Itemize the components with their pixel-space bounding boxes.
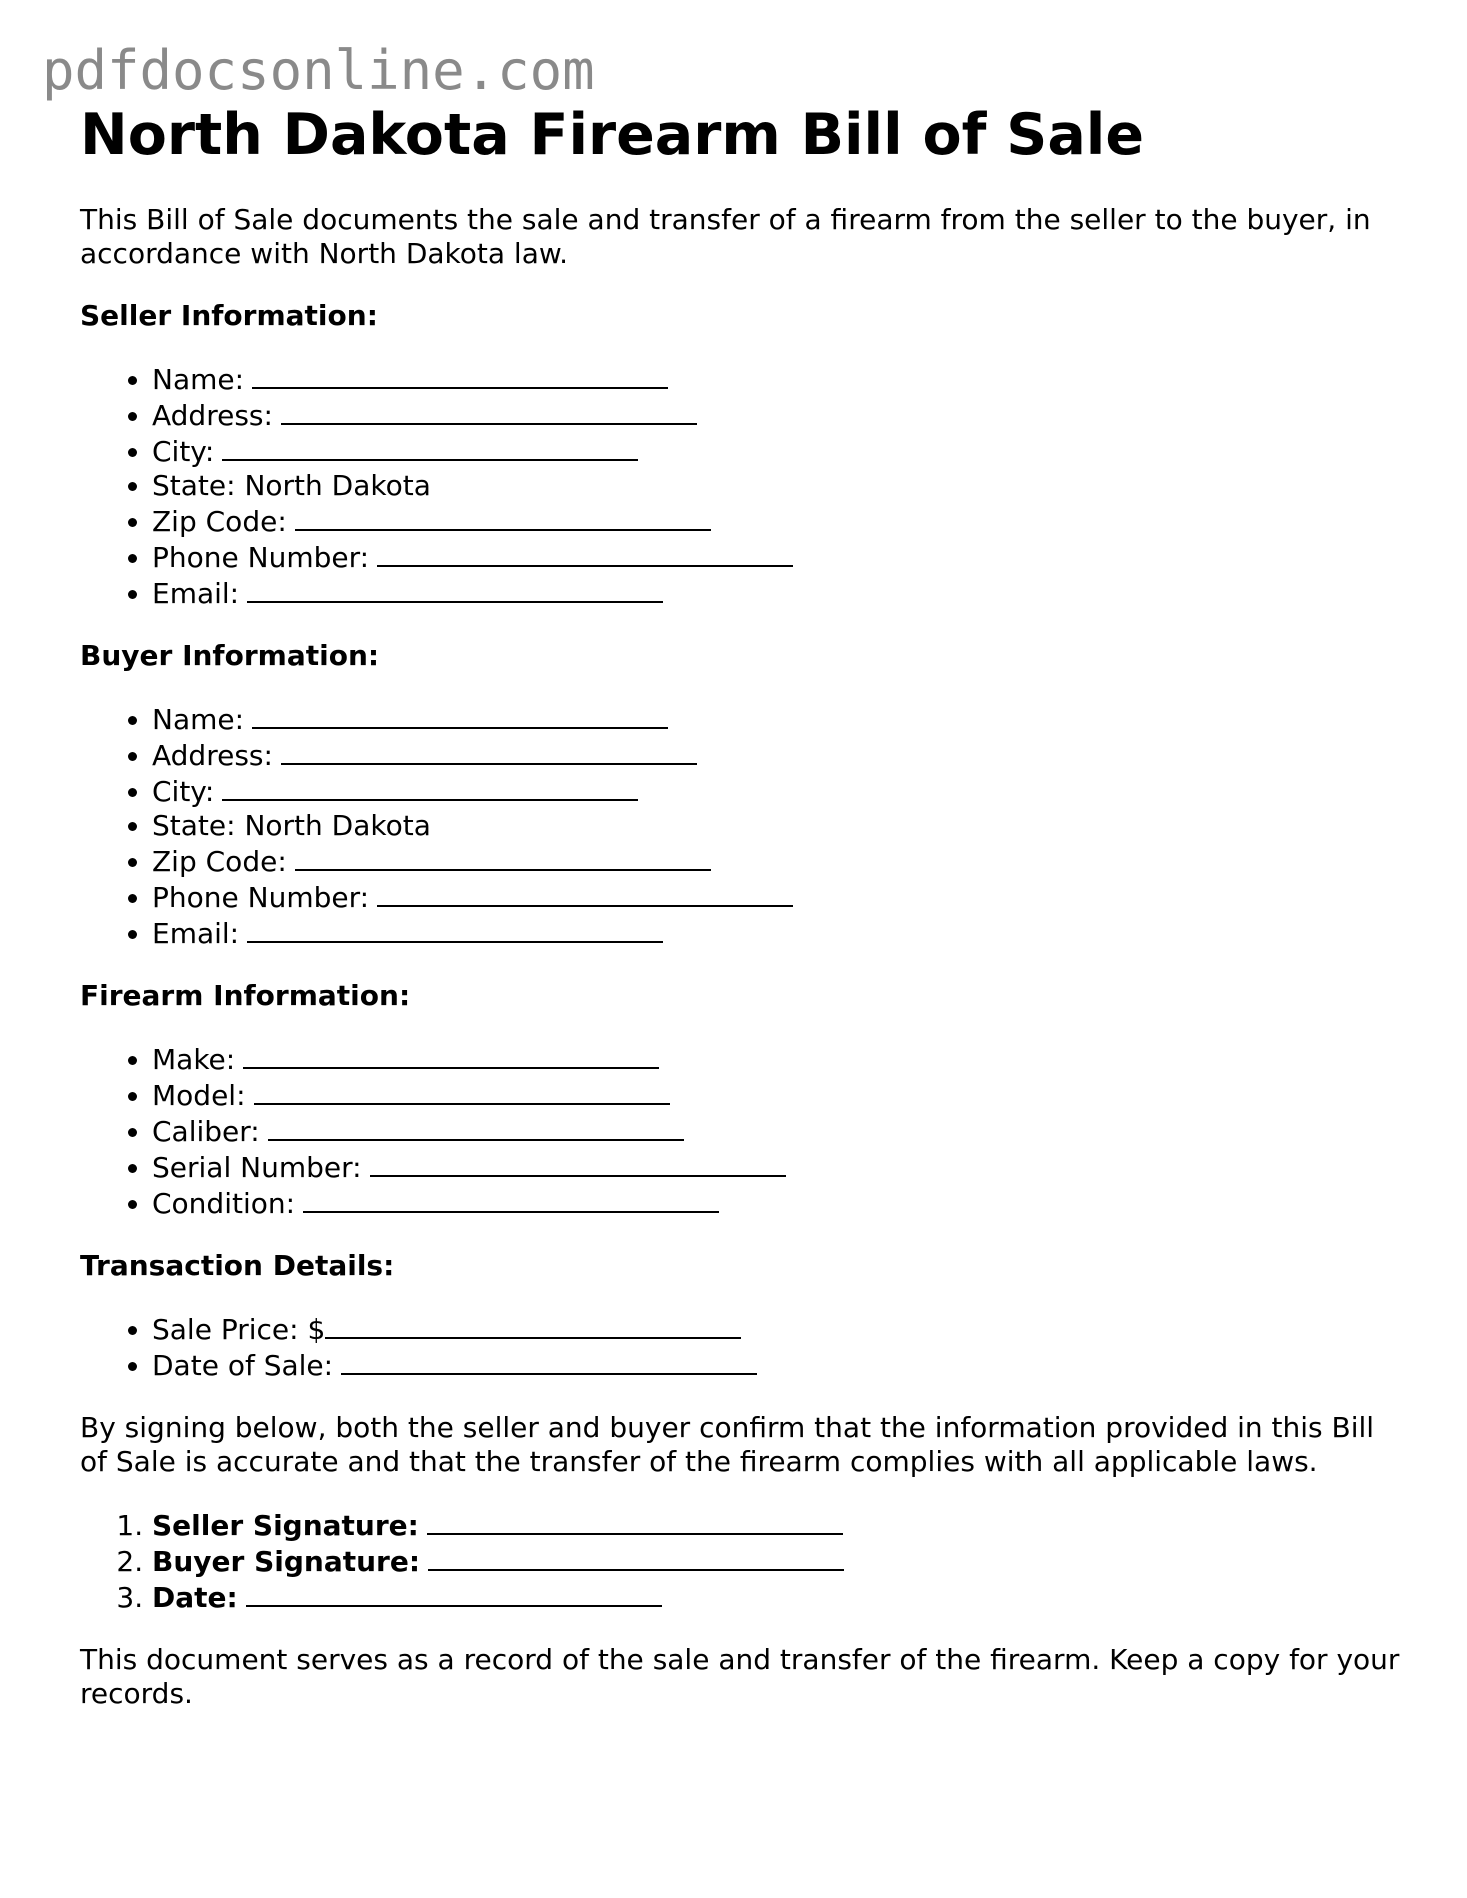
signature-date-label: Date: <box>152 1581 238 1615</box>
seller-name-field[interactable] <box>252 361 668 389</box>
firearm-condition-label: Condition: <box>152 1187 296 1221</box>
buyer-heading: Buyer Information: <box>80 639 380 673</box>
seller-zip-item <box>152 503 1400 539</box>
buyer-phone-field[interactable] <box>377 879 793 907</box>
sale-price-label: Sale Price: $ <box>152 1313 326 1347</box>
buyer-signature-field[interactable] <box>428 1543 844 1571</box>
seller-phone-item <box>152 539 1400 575</box>
firearm-make-field[interactable] <box>243 1041 659 1069</box>
firearm-model-item <box>152 1077 1400 1113</box>
intro-paragraph: This Bill of Sale documents the sale and transfer of a firearm from the seller to the buyer, in accordance with North Dakota law. <box>80 203 1371 271</box>
sale-date-label: Date of Sale: <box>152 1349 334 1383</box>
consent-paragraph: By signing below, both the seller and buyer confirm that the information provided in this Bill of Sale is accurate and that the transfer of the firearm complies with all applicable laws. <box>80 1411 1375 1479</box>
buyer-zip-label: Zip Code: <box>152 845 287 879</box>
firearm-serial-label: Serial Number: <box>152 1151 362 1185</box>
buyer-email-field[interactable] <box>247 915 663 943</box>
seller-address-label: Address: <box>152 399 273 433</box>
document-body <box>80 100 1400 1711</box>
seller-phone-field[interactable] <box>377 539 793 567</box>
seller-zip-label: Zip Code: <box>152 505 287 539</box>
buyer-state-label: State: North Dakota <box>152 809 431 843</box>
buyer-zip-item <box>152 843 1400 879</box>
buyer-city-label: City: <box>152 775 215 809</box>
seller-address-item <box>152 397 1400 433</box>
firearm-heading: Firearm Information: <box>80 979 411 1013</box>
firearm-condition-item <box>152 1185 1400 1221</box>
transaction-heading: Transaction Details: <box>80 1249 395 1283</box>
sale-date-field[interactable] <box>341 1347 757 1375</box>
buyer-address-label: Address: <box>152 739 273 773</box>
signature-date-item <box>152 1579 1400 1615</box>
firearm-serial-field[interactable] <box>370 1149 786 1177</box>
buyer-zip-field[interactable] <box>295 843 711 871</box>
firearm-caliber-field[interactable] <box>268 1113 684 1141</box>
buyer-email-label: Email: <box>152 917 240 951</box>
buyer-name-item <box>152 701 1400 737</box>
buyer-city-item <box>152 773 1400 809</box>
firearm-list <box>80 1041 1400 1221</box>
buyer-phone-item <box>152 879 1400 915</box>
sale-price-field[interactable] <box>325 1311 741 1339</box>
firearm-caliber-label: Caliber: <box>152 1115 260 1149</box>
transaction-list <box>80 1311 1400 1383</box>
seller-zip-field[interactable] <box>295 503 711 531</box>
buyer-address-field[interactable] <box>281 737 697 765</box>
seller-signature-field[interactable] <box>427 1507 843 1535</box>
page-title: North Dakota Firearm Bill of Sale <box>80 102 1144 168</box>
watermark: pdfdocsonline.com <box>42 39 595 102</box>
buyer-state-item <box>152 809 1400 843</box>
buyer-phone-label: Phone Number: <box>152 881 370 915</box>
seller-list <box>80 361 1400 611</box>
seller-city-item <box>152 433 1400 469</box>
seller-phone-label: Phone Number: <box>152 541 370 575</box>
buyer-signature-item <box>152 1543 1400 1579</box>
seller-signature-item <box>152 1507 1400 1543</box>
buyer-signature-label: Buyer Signature: <box>152 1545 421 1579</box>
sale-price-item <box>152 1311 1400 1347</box>
buyer-list <box>80 701 1400 951</box>
seller-city-label: City: <box>152 435 215 469</box>
firearm-serial-item <box>152 1149 1400 1185</box>
buyer-city-field[interactable] <box>222 773 638 801</box>
firearm-model-label: Model: <box>152 1079 246 1113</box>
seller-signature-label: Seller Signature: <box>152 1509 419 1543</box>
firearm-condition-field[interactable] <box>303 1185 719 1213</box>
buyer-name-label: Name: <box>152 703 245 737</box>
seller-email-field[interactable] <box>247 575 663 603</box>
seller-state-item <box>152 469 1400 503</box>
firearm-caliber-item <box>152 1113 1400 1149</box>
seller-heading: Seller Information: <box>80 299 378 333</box>
buyer-name-field[interactable] <box>252 701 668 729</box>
closing-paragraph: This document serves as a record of the sale and transfer of the firearm. Keep a copy for your records. <box>80 1643 1400 1711</box>
firearm-make-label: Make: <box>152 1043 236 1077</box>
firearm-make-item <box>152 1041 1400 1077</box>
seller-name-item <box>152 361 1400 397</box>
signature-list <box>80 1507 1400 1615</box>
seller-address-field[interactable] <box>281 397 697 425</box>
seller-name-label: Name: <box>152 363 245 397</box>
seller-city-field[interactable] <box>222 433 638 461</box>
buyer-email-item <box>152 915 1400 951</box>
seller-email-item <box>152 575 1400 611</box>
seller-state-label: State: North Dakota <box>152 469 431 503</box>
firearm-model-field[interactable] <box>254 1077 670 1105</box>
sale-date-item <box>152 1347 1400 1383</box>
buyer-address-item <box>152 737 1400 773</box>
signature-date-field[interactable] <box>246 1579 662 1607</box>
seller-email-label: Email: <box>152 577 240 611</box>
